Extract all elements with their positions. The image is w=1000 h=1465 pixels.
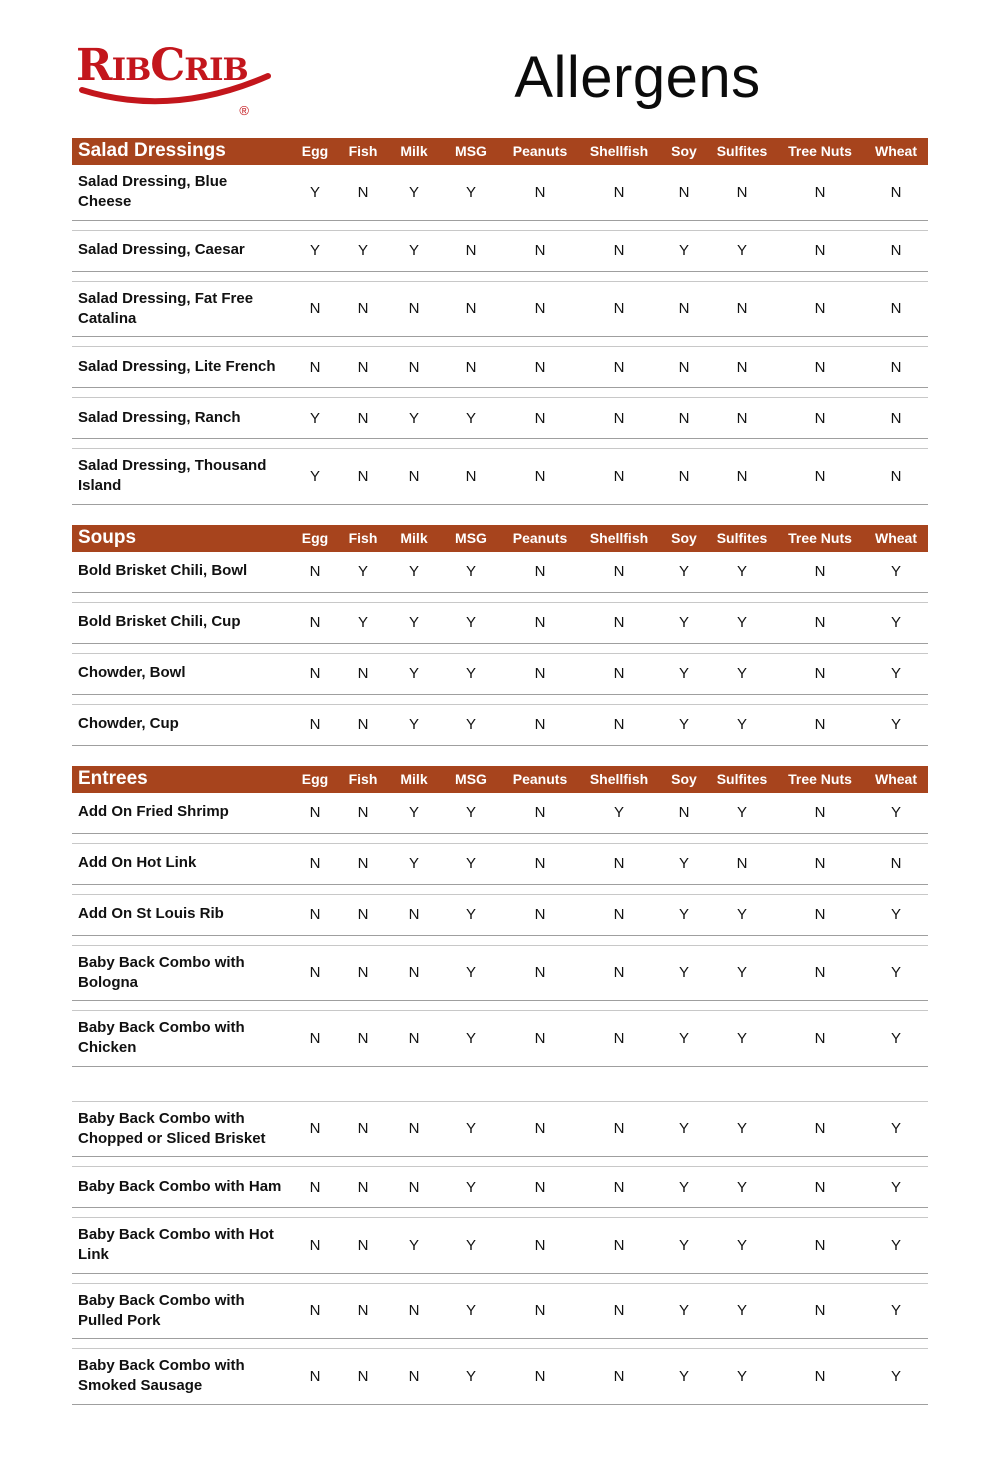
allergen-value-shellfish: N [613,183,625,201]
menu-item-name: Baby Back Combo with Pulled Pork [78,1291,245,1329]
allergen-value-msg: Y [465,906,476,923]
column-header-sulfites: Sulfites [716,770,768,787]
column-header-tree-nuts: Tree Nuts [788,770,852,787]
column-header-milk: Milk [400,770,428,787]
allergen-value-tree-nuts: N [814,1029,826,1047]
allergen-value-wheat: Y [890,1120,901,1138]
allergen-value-milk: Y [408,855,419,872]
allergen-value-wheat: Y [890,1178,901,1196]
allergen-value-shellfish: N [613,242,625,259]
allergen-value-wheat: Y [890,1367,901,1385]
allergen-value-fish: N [357,409,369,427]
allergen-value-milk: Y [408,242,419,259]
allergen-value-fish: N [357,804,369,821]
page-title: Allergens [514,44,761,110]
menu-item-name: Salad Dressing, Thousand Island [78,457,267,495]
section-entrees [72,766,928,1405]
allergen-value-sulfites: Y [736,716,747,733]
table-row [72,793,928,834]
allergen-value-peanuts: N [534,906,546,923]
menu-item-name: Chowder, Bowl [78,664,186,682]
section-title: Soups [78,526,137,548]
allergen-value-shellfish: N [613,1236,625,1254]
column-header-egg: Egg [301,770,329,787]
allergen-value-shellfish: N [613,409,625,427]
allergen-value-egg: N [309,614,321,631]
table-row [72,945,928,1002]
allergen-value-msg: Y [465,1178,476,1196]
menu-item-name: Add On Hot Link [78,854,197,872]
allergen-value-sulfites: N [736,300,748,318]
allergen-value-sulfites: Y [736,1236,747,1254]
column-header-wheat: Wheat [875,770,917,787]
menu-item-name: Baby Back Combo with Ham [78,1177,282,1195]
allergen-value-sulfites: Y [736,1367,747,1385]
column-header-sulfites: Sulfites [716,529,768,546]
menu-item-name: Salad Dressing, Lite French [78,357,276,375]
allergen-value-egg: N [309,1029,321,1047]
allergen-value-msg: Y [465,409,476,427]
allergen-value-milk: Y [408,716,419,733]
menu-item-name: Baby Back Combo with Chicken [78,1019,245,1057]
allergen-value-milk: Y [408,183,419,201]
allergen-value-sulfites: N [736,467,748,485]
allergen-value-shellfish: N [613,467,625,485]
allergen-value-soy: N [678,409,690,427]
allergen-value-egg: N [309,1302,321,1320]
menu-item-name: Bold Brisket Chili, Cup [78,613,241,631]
allergen-value-peanuts: N [534,614,546,631]
menu-item-name: Salad Dressing, Blue Cheese [78,173,228,211]
allergen-value-sulfites: Y [736,906,747,923]
registered-mark: ® [239,103,249,118]
allergen-value-milk: Y [408,1236,419,1254]
allergen-value-sulfites: Y [736,1302,747,1320]
column-header-soy: Soy [671,529,697,546]
table-row [72,894,928,936]
allergen-value-tree-nuts: N [814,855,826,872]
allergen-value-msg: Y [465,563,476,580]
allergen-value-tree-nuts: N [814,614,826,631]
allergen-value-soy: Y [678,563,689,580]
allergen-value-wheat: Y [890,964,901,982]
allergen-value-wheat: Y [890,716,901,733]
table-row [72,1166,928,1208]
page-header [72,22,928,132]
allergen-value-milk: Y [408,665,419,682]
allergen-value-wheat: N [890,467,902,485]
allergen-value-tree-nuts: N [814,906,826,923]
allergen-value-peanuts: N [534,1302,546,1320]
table-row [72,653,928,695]
column-header-shellfish: Shellfish [589,770,649,787]
allergen-value-peanuts: N [534,1236,546,1254]
section-title: Salad Dressings [78,140,226,161]
allergen-value-milk: N [408,964,420,982]
allergen-value-tree-nuts: N [814,964,826,982]
allergen-value-fish: N [357,716,369,733]
column-header-milk: Milk [400,143,428,159]
allergen-value-shellfish: N [613,358,625,376]
allergen-value-fish: N [357,1029,369,1047]
allergen-value-fish: N [357,358,369,376]
table-row [72,230,928,272]
allergen-value-fish: N [357,1178,369,1196]
section-header [72,138,928,165]
allergen-value-soy: N [678,467,690,485]
allergen-value-peanuts: N [534,242,546,259]
menu-item-name: Baby Back Combo with Hot Link [78,1226,274,1264]
table-row [72,346,928,388]
allergen-value-sulfites: Y [736,563,747,580]
allergen-value-wheat: Y [890,1236,901,1254]
allergen-value-msg: Y [465,716,476,733]
menu-item-name: Baby Back Combo with Smoked Sausage [78,1357,245,1395]
allergen-value-wheat: Y [890,804,901,821]
allergen-value-egg: Y [309,409,320,427]
allergen-value-sulfites: Y [736,614,747,631]
allergen-value-tree-nuts: N [814,716,826,733]
allergen-value-peanuts: N [534,855,546,872]
allergen-value-sulfites: Y [736,1120,747,1138]
allergen-value-soy: Y [678,906,689,923]
table-row [72,397,928,439]
allergen-value-msg: Y [465,1367,476,1385]
allergen-value-fish: N [357,1367,369,1385]
allergen-value-wheat: Y [890,563,901,580]
column-header-tree-nuts: Tree Nuts [788,529,852,546]
allergen-value-msg: N [465,358,477,376]
allergen-value-shellfish: Y [613,804,624,821]
allergen-value-sulfites: Y [736,804,747,821]
allergen-value-msg: Y [465,804,476,821]
allergen-value-milk: Y [408,563,419,580]
allergen-value-soy: Y [678,1029,689,1047]
column-header-wheat: Wheat [875,529,917,546]
column-header-shellfish: Shellfish [589,143,649,159]
allergen-value-wheat: Y [890,906,901,923]
allergen-value-fish: N [357,300,369,318]
table-row [72,704,928,746]
allergen-value-shellfish: N [613,1120,625,1138]
allergen-value-shellfish: N [613,614,625,631]
allergen-value-egg: N [309,855,321,872]
allergen-value-soy: N [678,300,690,318]
allergen-value-sulfites: Y [736,242,747,259]
column-header-soy: Soy [671,143,697,159]
allergen-value-soy: Y [678,1367,689,1385]
section-salad-dressings [72,138,928,505]
allergen-value-fish: N [357,855,369,872]
allergen-value-soy: Y [678,855,689,872]
allergen-value-sulfites: N [736,358,748,376]
allergen-value-sulfites: Y [736,665,747,682]
allergen-value-milk: N [408,1178,420,1196]
menu-item-name: Salad Dressing, Caesar [78,241,245,259]
column-header-fish: Fish [348,529,378,546]
allergen-value-wheat: N [890,183,902,201]
allergen-value-shellfish: N [613,964,625,982]
table-row [72,281,928,338]
table-row [72,448,928,505]
menu-item-name: Add On Fried Shrimp [78,803,229,821]
allergen-value-tree-nuts: N [814,242,826,259]
allergen-table [72,138,928,1405]
allergen-value-egg: N [309,1120,321,1138]
allergen-value-fish: N [357,183,369,201]
allergen-value-milk: N [408,1029,420,1047]
allergen-value-milk: Y [408,409,419,427]
allergen-value-wheat: Y [890,1302,901,1320]
allergen-value-milk: N [408,1120,420,1138]
allergen-value-egg: N [309,563,321,580]
allergen-value-egg: N [309,906,321,923]
allergen-value-egg: N [309,300,321,318]
allergen-value-sulfites: Y [736,1029,747,1047]
allergen-value-soy: Y [678,964,689,982]
allergen-value-egg: N [309,665,321,682]
allergen-value-soy: N [678,804,690,821]
allergen-value-wheat: N [890,358,902,376]
allergen-value-peanuts: N [534,409,546,427]
allergen-value-egg: N [309,1367,321,1385]
column-header-wheat: Wheat [875,143,917,159]
column-header-msg: MSG [455,143,487,159]
allergen-value-fish: N [357,906,369,923]
allergen-value-wheat: N [890,242,902,259]
allergen-value-tree-nuts: N [814,1367,826,1385]
allergen-value-peanuts: N [534,964,546,982]
allergen-value-soy: Y [678,614,689,631]
allergen-value-wheat: N [890,409,902,427]
allergen-value-tree-nuts: N [814,1236,826,1254]
allergen-value-fish: N [357,1120,369,1138]
allergen-value-shellfish: N [613,300,625,318]
allergen-value-peanuts: N [534,1367,546,1385]
allergen-value-fish: N [357,1236,369,1254]
section-soups [72,525,928,746]
menu-item-name: Chowder, Cup [78,715,179,733]
menu-item-name: Bold Brisket Chili, Bowl [78,562,248,580]
allergen-value-tree-nuts: N [814,1302,826,1320]
allergen-value-soy: N [678,183,690,201]
allergen-value-fish: N [357,467,369,485]
column-header-fish: Fish [348,143,378,159]
allergen-value-shellfish: N [613,563,625,580]
table-row [72,1217,928,1274]
allergen-value-egg: Y [309,467,320,485]
table-row [72,602,928,644]
table-row [72,1010,928,1067]
allergen-value-tree-nuts: N [814,804,826,821]
allergen-value-egg: N [309,1178,321,1196]
column-header-tree-nuts: Tree Nuts [788,143,852,159]
allergen-value-soy: Y [678,716,689,733]
allergen-value-msg: Y [465,964,476,982]
allergen-value-tree-nuts: N [814,300,826,318]
allergen-value-sulfites: Y [736,1178,747,1196]
allergen-value-fish: N [357,665,369,682]
allergen-value-milk: Y [408,804,419,821]
menu-item-name: Baby Back Combo with Bologna [78,953,245,991]
allergen-value-sulfites: Y [736,964,747,982]
table-row [72,1101,928,1158]
allergen-value-msg: Y [465,614,476,631]
allergen-value-milk: Y [408,614,419,631]
section-header [72,766,928,793]
allergen-value-wheat: Y [890,665,901,682]
allergen-value-msg: Y [465,1120,476,1138]
ribcrib-logo [72,32,277,122]
menu-item-name: Add On St Louis Rib [78,905,224,923]
allergen-value-tree-nuts: N [814,409,826,427]
allergen-value-peanuts: N [534,563,546,580]
allergen-value-peanuts: N [534,358,546,376]
table-row [72,165,928,221]
allergen-value-egg: Y [309,242,320,259]
allergen-value-milk: N [408,906,420,923]
allergen-value-tree-nuts: N [814,665,826,682]
allergen-value-soy: Y [678,1120,689,1138]
allergen-value-shellfish: N [613,1302,625,1320]
allergen-value-milk: N [408,467,420,485]
allergen-value-msg: Y [465,855,476,872]
allergen-value-tree-nuts: N [814,563,826,580]
allergen-value-soy: Y [678,1236,689,1254]
allergen-value-egg: N [309,804,321,821]
allergen-value-shellfish: N [613,1178,625,1196]
allergen-value-soy: Y [678,665,689,682]
allergen-value-milk: N [408,1302,420,1320]
allergen-value-peanuts: N [534,1178,546,1196]
allergen-value-peanuts: N [534,1120,546,1138]
allergen-value-shellfish: N [613,906,625,923]
table-row [72,1348,928,1405]
allergen-value-wheat: Y [890,614,901,631]
allergen-value-wheat: Y [890,1029,901,1047]
allergen-value-egg: N [309,964,321,982]
allergen-value-milk: N [408,300,420,318]
allergen-value-peanuts: N [534,804,546,821]
allergen-value-msg: Y [465,1236,476,1254]
allergen-value-shellfish: N [613,1029,625,1047]
menu-item-name: Baby Back Combo with Chopped or Sliced Brisket [78,1109,266,1147]
allergen-value-msg: Y [465,183,476,201]
allergen-value-soy: Y [678,242,689,259]
allergen-value-soy: N [678,358,690,376]
allergen-value-msg: Y [465,665,476,682]
allergen-value-msg: N [465,242,477,259]
allergen-value-peanuts: N [534,665,546,682]
column-header-egg: Egg [301,143,329,159]
allergen-value-fish: Y [357,242,368,259]
allergen-value-fish: Y [357,563,368,580]
logo-text: RibCrib [76,40,248,91]
column-header-sulfites: Sulfites [716,143,768,159]
allergen-value-fish: Y [357,614,368,631]
table-row [72,843,928,885]
allergen-value-peanuts: N [534,716,546,733]
allergen-value-fish: N [357,1302,369,1320]
allergen-value-egg: N [309,1236,321,1254]
allergen-value-wheat: N [890,300,902,318]
table-row [72,552,928,593]
allergen-value-shellfish: N [613,1367,625,1385]
allergen-value-tree-nuts: N [814,183,826,201]
allergen-value-tree-nuts: N [814,1120,826,1138]
allergen-value-peanuts: N [534,467,546,485]
allergen-value-egg: N [309,358,321,376]
column-header-peanuts: Peanuts [512,770,568,787]
allergen-value-peanuts: N [534,300,546,318]
column-header-msg: MSG [455,529,487,546]
allergen-value-sulfites: N [736,409,748,427]
allergen-value-shellfish: N [613,855,625,872]
allergen-value-msg: Y [465,1302,476,1320]
allergen-value-shellfish: N [613,716,625,733]
column-header-peanuts: Peanuts [512,529,568,546]
section-title: Entrees [78,767,148,789]
column-header-fish: Fish [348,770,378,787]
allergen-value-peanuts: N [534,1029,546,1047]
allergen-value-egg: Y [309,183,320,201]
allergen-value-tree-nuts: N [814,358,826,376]
allergen-value-fish: N [357,964,369,982]
allergen-value-milk: N [408,358,420,376]
allergen-value-soy: Y [678,1302,689,1320]
allergen-value-sulfites: N [736,183,748,201]
allergen-value-tree-nuts: N [814,467,826,485]
allergen-value-shellfish: N [613,665,625,682]
allergen-value-wheat: N [890,855,902,872]
allergen-value-egg: N [309,716,321,733]
column-header-milk: Milk [400,529,428,546]
allergen-value-milk: N [408,1367,420,1385]
allergen-value-sulfites: N [736,855,748,872]
allergen-value-soy: Y [678,1178,689,1196]
column-header-peanuts: Peanuts [512,143,568,159]
allergen-value-peanuts: N [534,183,546,201]
column-header-soy: Soy [671,770,697,787]
allergen-value-tree-nuts: N [814,1178,826,1196]
allergen-value-msg: N [465,467,477,485]
allergen-value-msg: Y [465,1029,476,1047]
menu-item-name: Salad Dressing, Ranch [78,408,241,426]
column-header-msg: MSG [455,770,487,787]
column-header-egg: Egg [301,529,329,546]
menu-item-name: Salad Dressing, Fat Free Catalina [78,289,254,327]
section-header [72,525,928,552]
table-row [72,1283,928,1340]
allergen-value-msg: N [465,300,477,318]
column-header-shellfish: Shellfish [589,529,649,546]
